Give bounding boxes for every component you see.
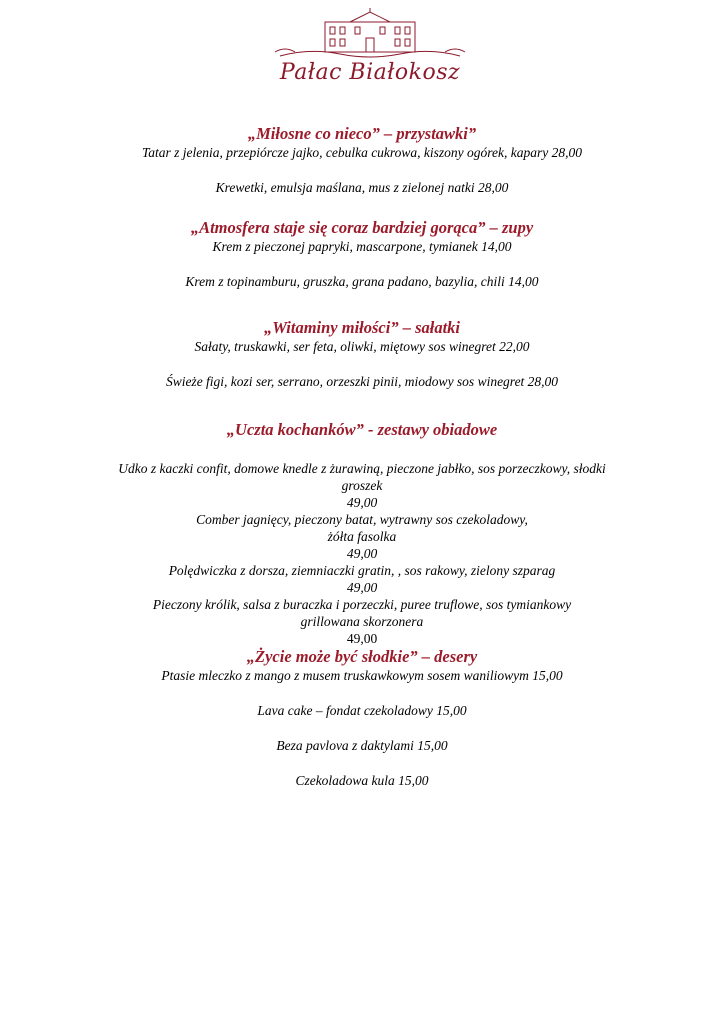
menu-item: Ptasie mleczko z mango z musem truskawkowym sosem waniliowym 15,00 [161, 668, 563, 683]
menu-item: Krewetki, emulsja maślana, mus z zielonej natki 28,00 [215, 180, 509, 195]
section-title-desery: „Życie może być słodkie” – desery [246, 647, 478, 666]
section-title-zestawy-obiadowe: „Uczta kochanków” - zestawy obiadowe [226, 420, 498, 439]
menu-item: groszek [341, 478, 383, 493]
menu-item: Udko z kaczki confit, domowe knedle z żurawiną, pieczone jabłko, sos porzeczkowy, słodki [118, 461, 606, 476]
menu-item: Krem z topinamburu, gruszka, grana padano, bazylia, chili 14,00 [185, 274, 539, 289]
logo-text: Pałac Białokosz [279, 60, 461, 85]
menu-item: grillowana skorzonera [300, 614, 424, 629]
menu-item-price: 49,00 [346, 546, 378, 561]
menu-item: Comber jagnięcy, pieczony batat, wytrawny sos czekoladowy, [196, 512, 528, 527]
menu-item: Lava cake – fondat czekoladowy 15,00 [257, 703, 467, 718]
menu-item: żółta fasolka [327, 529, 397, 544]
menu-item: Pieczony królik, salsa z buraczka i porzeczki, puree truflowe, sos tymiankowy [152, 597, 572, 612]
logo [270, 8, 470, 88]
menu-item-price: 49,00 [346, 580, 378, 595]
menu-item: Polędwiczka z dorsza, ziemniaczki gratin, , sos rakowy, zielony szparag [168, 563, 556, 578]
menu-item: Czekoladowa kula 15,00 [295, 773, 429, 788]
menu-item: Sałaty, truskawki, ser feta, oliwki, miętowy sos winegret 22,00 [194, 339, 530, 354]
section-title-przystawki: „Miłosne co nieco” – przystawki” [247, 124, 477, 143]
menu-item: Tatar z jelenia, przepiórcze jajko, cebulka cukrowa, kiszony ogórek, kapary 28,00 [141, 145, 583, 160]
menu-item-price: 49,00 [346, 631, 378, 646]
menu [72, 124, 652, 789]
section-title-zupy: „Atmosfera staje się coraz bardziej gorąca” – zupy [190, 218, 534, 237]
palace-icon [270, 8, 470, 68]
menu-item-price: 49,00 [346, 495, 378, 510]
section-title-salatki: „Witaminy miłości” – sałatki [263, 318, 461, 337]
menu-item: Krem z pieczonej papryki, mascarpone, tymianek 14,00 [212, 239, 512, 254]
menu-item: Beza pavlova z daktylami 15,00 [276, 738, 448, 753]
menu-item: Świeże figi, kozi ser, serrano, orzeszki pinii, miodowy sos winegret 28,00 [165, 374, 559, 389]
